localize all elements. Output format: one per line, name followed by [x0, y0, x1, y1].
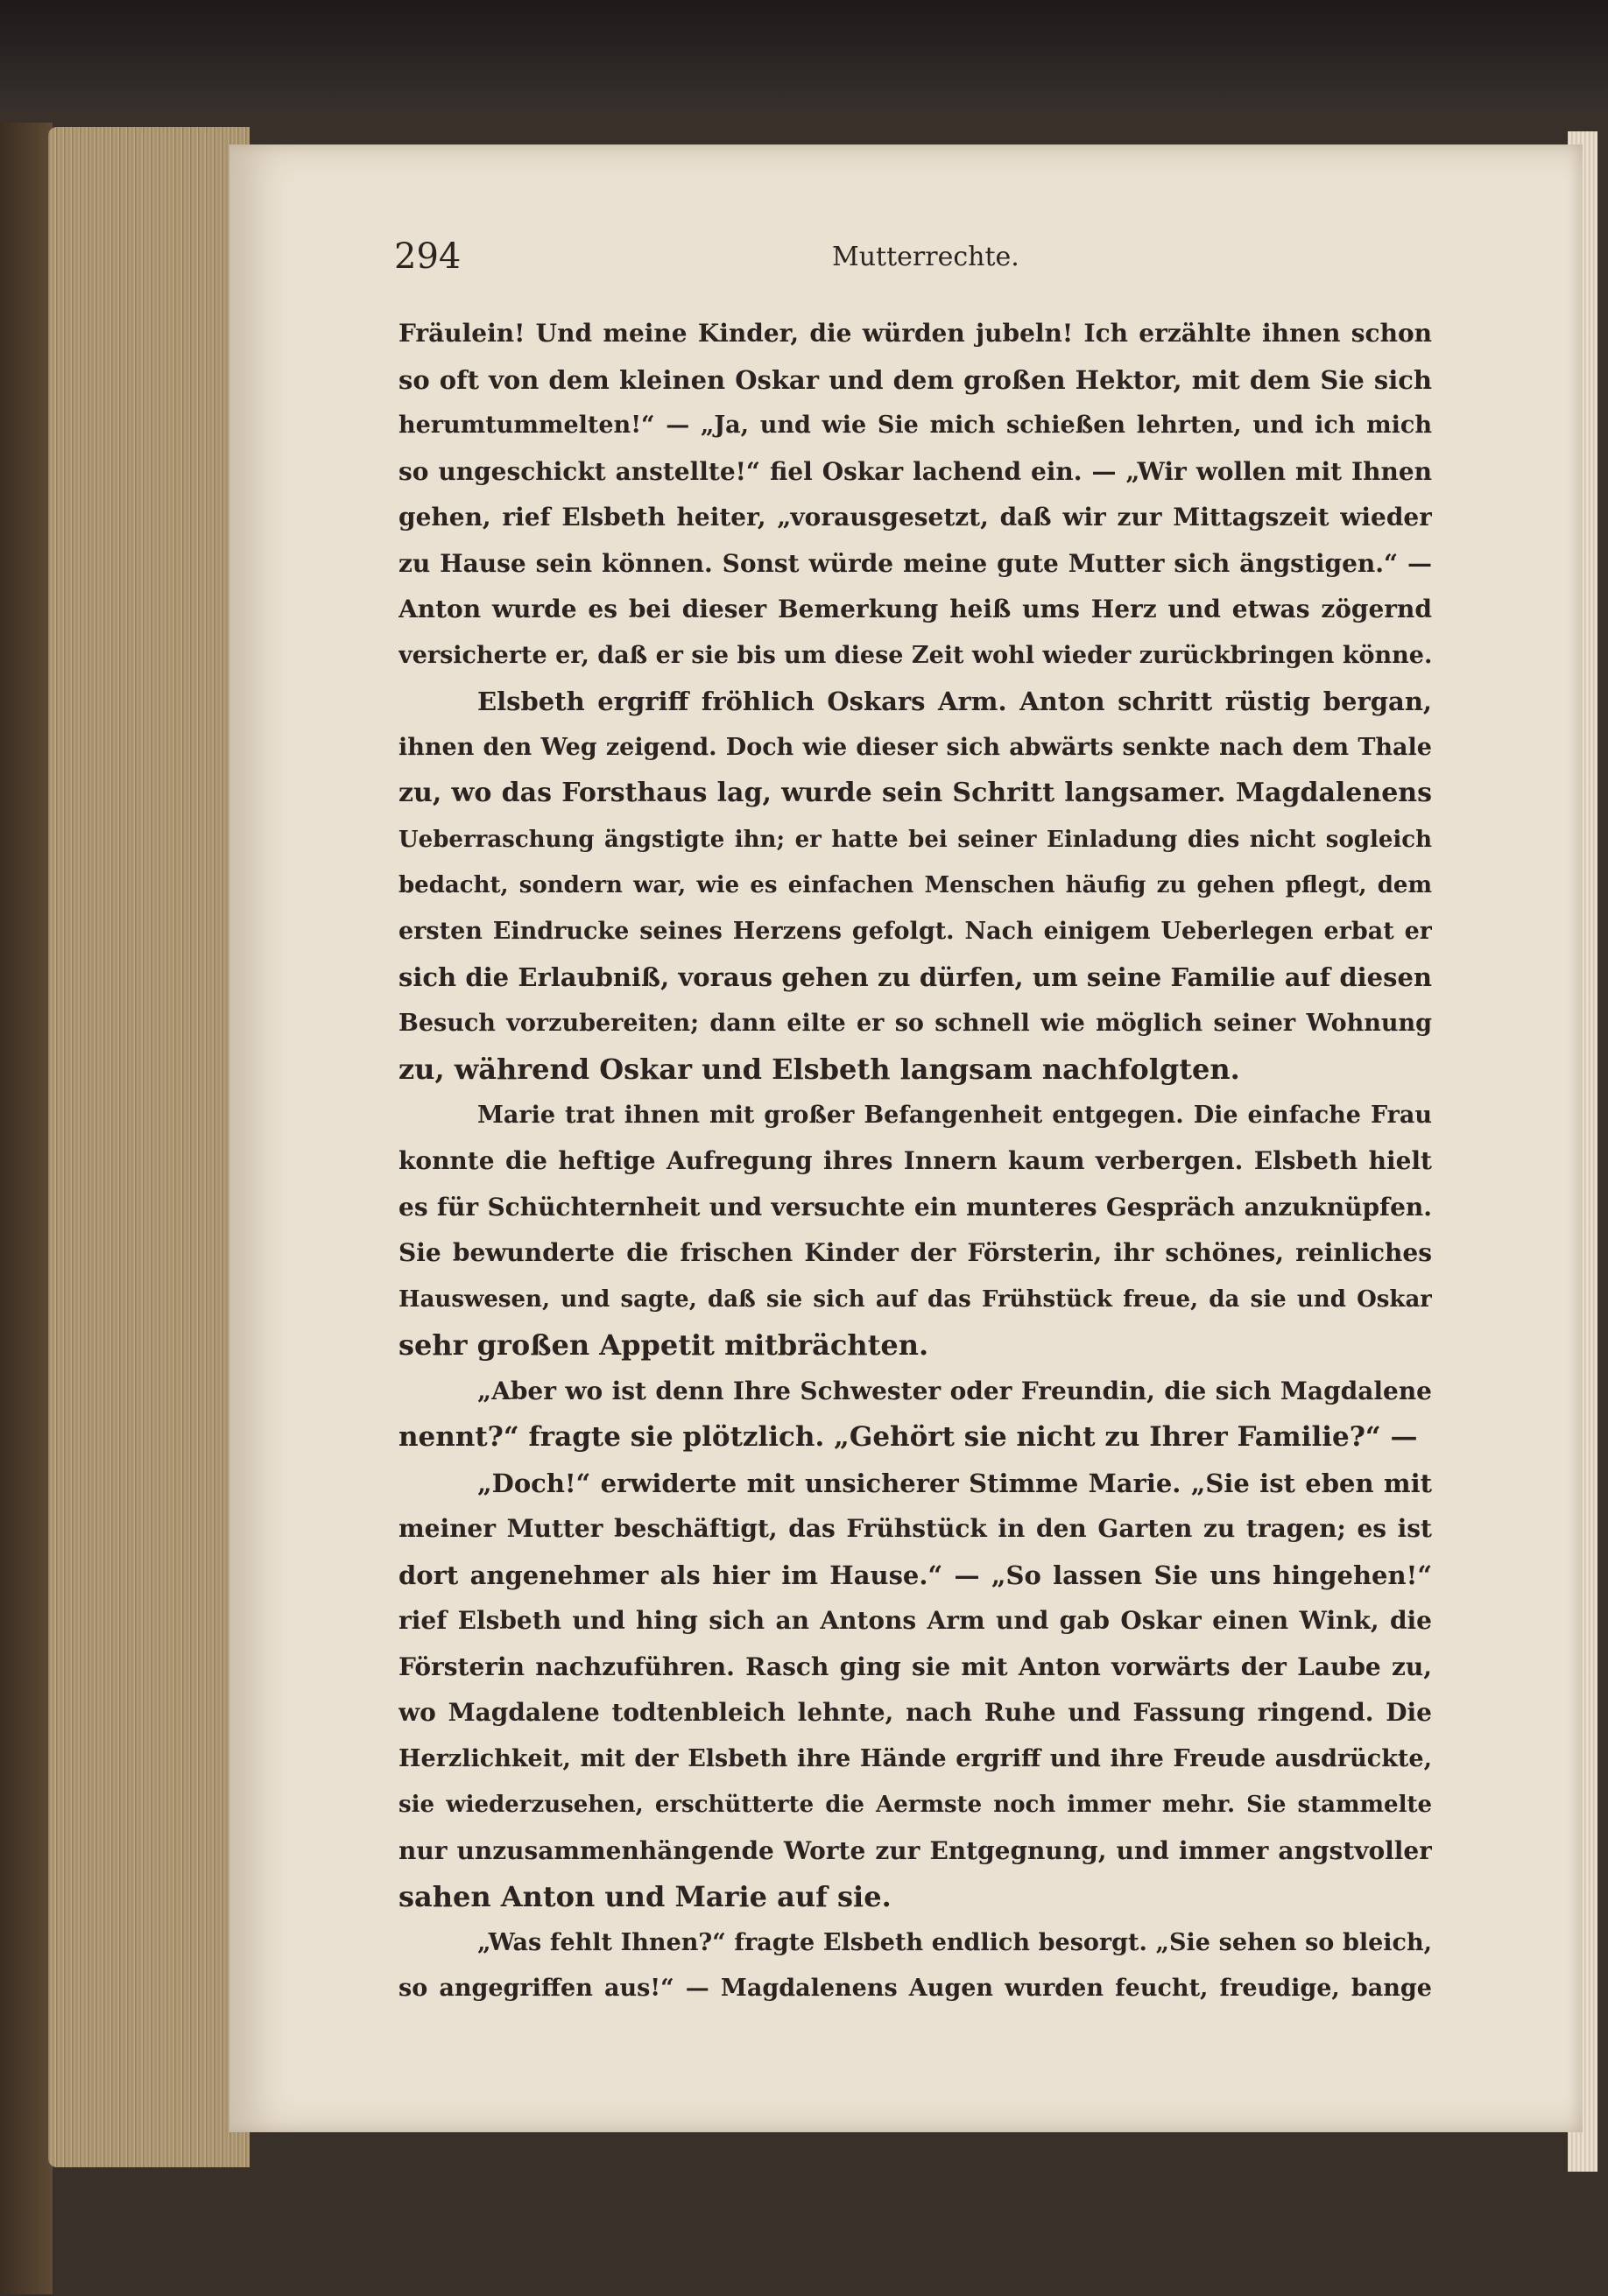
page-body-text: [398, 311, 1432, 2012]
text-line: Herzlichkeit, mit der Elsbeth ihre Hände ergriff und ihre Freude ausdrückte,: [398, 1744, 1432, 1772]
text-line: versicherte er, daß er sie bis um diese Zeit wohl wieder zurückbringen könne.: [398, 641, 1432, 669]
page-header: [394, 236, 1019, 289]
text-line: Hauswesen, und sagte, daß sie sich auf das Frühstück freue, da sie und Oskar: [398, 1285, 1432, 1313]
text-line: es für Schüchternheit und versuchte ein munteres Gespräch anzuknüpfen.: [398, 1192, 1432, 1222]
text-line: sehr großen Appetit mitbrächten.: [398, 1328, 929, 1362]
text-line: Försterin nachzuführen. Rasch ging sie mit Anton vorwärts der Laube zu,: [398, 1652, 1432, 1681]
text-line: sahen Anton und Marie auf sie.: [398, 1880, 892, 1913]
text-line: „Doch!“ erwiderte mit unsicherer Stimme Marie. „Sie ist eben mit: [477, 1468, 1432, 1498]
book-cover-edge: [0, 123, 53, 2294]
text-line: Anton wurde es bei dieser Bemerkung heiß ums Herz und etwas zögernd: [398, 595, 1432, 623]
text-line: so ungeschickt anstellte!“ fiel Oskar lachend ein. — „Wir wollen mit Ihnen: [398, 456, 1432, 486]
text-line: gehen, rief Elsbeth heiter, „vorausgesetzt, daß wir zur Mittagszeit wieder: [398, 503, 1432, 532]
text-line: rief Elsbeth und hing sich an Antons Arm und gab Oskar einen Wink, die: [398, 1606, 1432, 1635]
text-line: ersten Eindrucke seines Herzens gefolgt. Nach einigem Ueberlegen erbat er: [398, 917, 1432, 945]
text-line: herumtummelten!“ — „Ja, und wie Sie mich schießen lehrten, und ich mich: [398, 412, 1432, 439]
text-line: zu, wo das Forsthaus lag, wurde sein Schritt langsamer. Magdalenens: [398, 778, 1432, 808]
text-line: bedacht, sondern war, wie es einfachen Menschen häufig zu gehen pflegt, dem: [398, 872, 1432, 898]
text-line: Elsbeth ergriff fröhlich Oskars Arm. Anton schritt rüstig bergan,: [477, 687, 1432, 716]
text-line: zu Hause sein können. Sonst würde meine gute Mutter sich ängstigen.“ —: [398, 548, 1432, 578]
text-line: nennt?“ fragte sie plötzlich. „Gehört sie nicht zu Ihrer Familie?“ —: [398, 1421, 1418, 1453]
text-line: „Was fehlt Ihnen?“ fragte Elsbeth endlich besorgt. „Sie sehen so bleich,: [477, 1928, 1432, 1956]
text-line: Sie bewunderte die frischen Kinder der Försterin, ihr schönes, reinliches: [398, 1238, 1432, 1267]
text-line: so oft von dem kleinen Oskar und dem großen Hektor, mit dem Sie sich: [398, 364, 1432, 395]
text-line: dort angenehmer als hier im Hause.“ — „So lassen Sie uns hingehen!“: [398, 1560, 1432, 1590]
page-block-edges: [48, 127, 250, 2167]
text-line: ihnen den Weg zeigend. Doch wie dieser sich abwärts senkte nach dem Thale: [398, 733, 1432, 761]
text-line: zu, während Oskar und Elsbeth langsam nachfolgten.: [398, 1053, 1240, 1086]
text-line: Marie trat ihnen mit großer Befangenheit entgegen. Die einfache Frau: [477, 1101, 1432, 1129]
text-line: meiner Mutter beschäftigt, das Frühstück in den Garten zu tragen; es ist: [398, 1514, 1432, 1543]
text-line: Ueberraschung ängstigte ihn; er hatte bei seiner Einladung dies nicht sogleich: [398, 826, 1432, 853]
text-line: „Aber wo ist denn Ihre Schwester oder Freundin, die sich Magdalene: [477, 1376, 1432, 1405]
text-line: nur unzusammenhängende Worte zur Entgegnung, und immer angstvoller: [398, 1835, 1432, 1865]
page-number: 294: [394, 236, 462, 277]
running-title: Mutterrechte.: [832, 242, 1019, 272]
text-line: Fräulein! Und meine Kinder, die würden jubeln! Ich erzählte ihnen schon: [398, 319, 1432, 348]
text-line: sie wiederzusehen, erschütterte die Aermste noch immer mehr. Sie stammelte: [398, 1792, 1432, 1818]
text-line: Besuch vorzubereiten; dann eilte er so schnell wie möglich seiner Wohnung: [398, 1009, 1432, 1037]
text-line: wo Magdalene todtenbleich lehnte, nach Ruhe und Fassung ringend. Die: [398, 1698, 1432, 1727]
text-line: sich die Erlaubniß, voraus gehen zu dürfen, um seine Familie auf diesen: [398, 962, 1432, 992]
text-line: konnte die heftige Aufregung ihres Innern kaum verbergen. Elsbeth hielt: [398, 1146, 1432, 1175]
text-line: so angegriffen aus!“ — Magdalenens Augen wurden feucht, freudige, bange: [398, 1975, 1432, 2002]
